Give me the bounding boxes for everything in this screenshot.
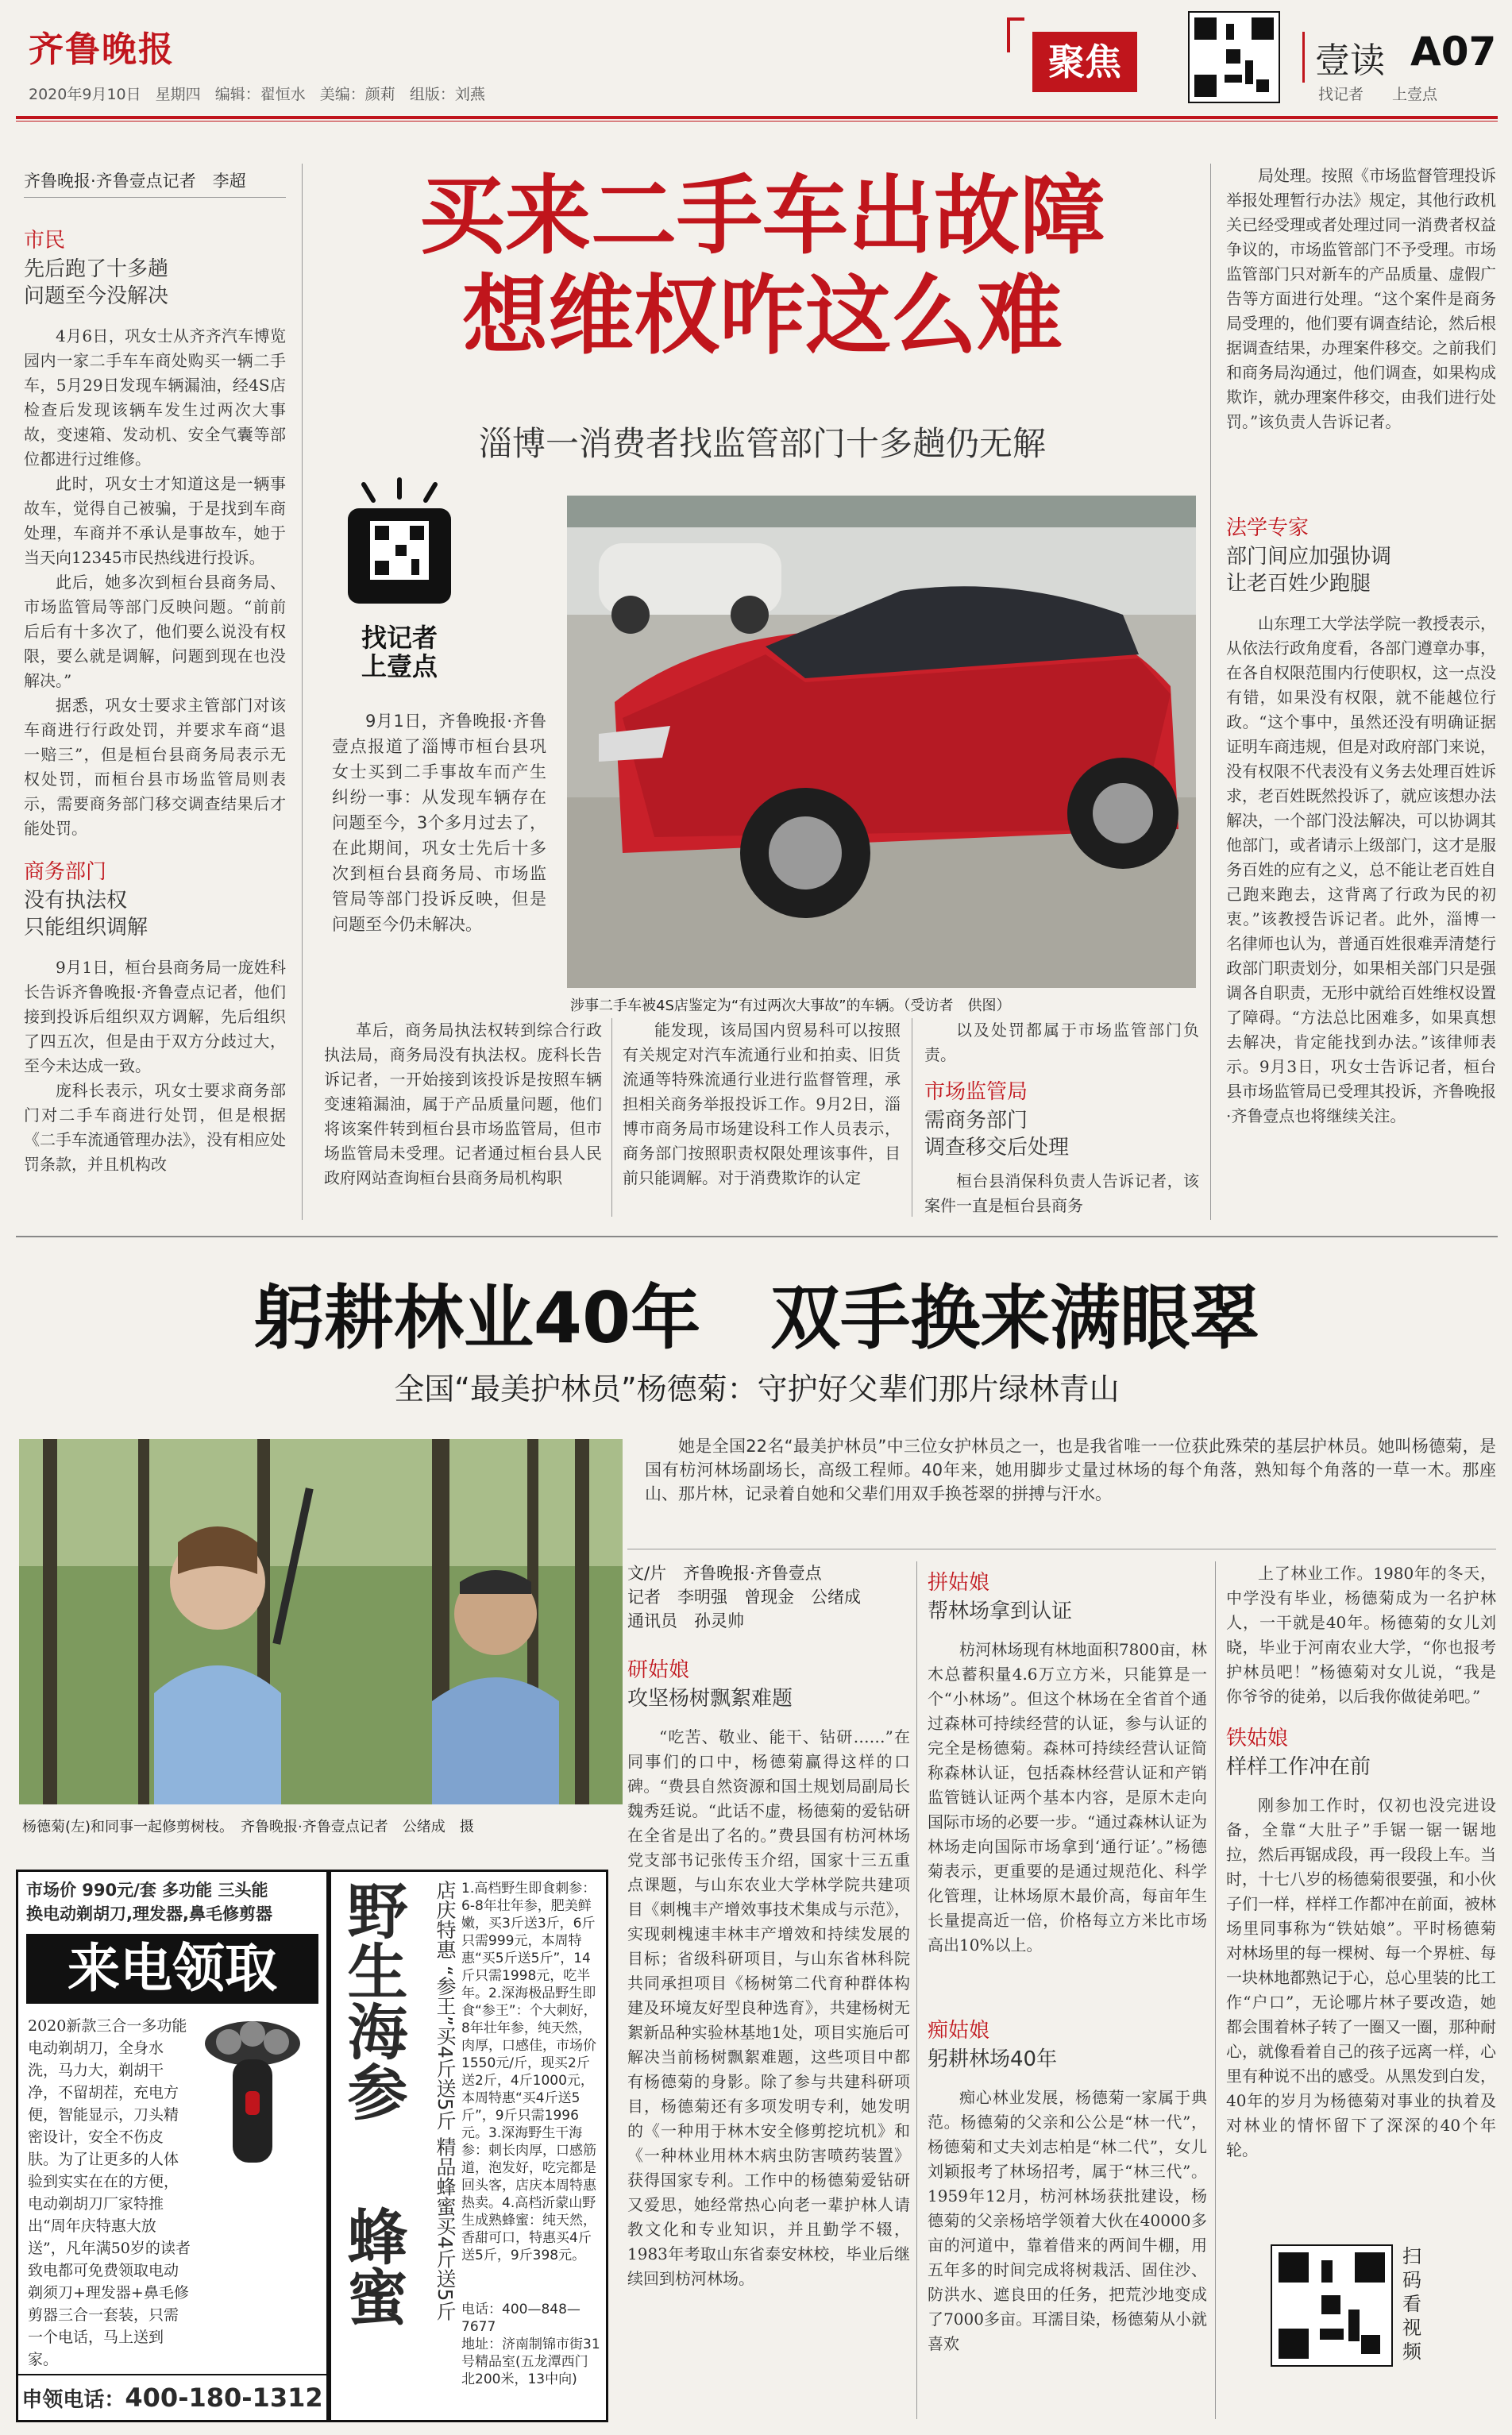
section-name: 壹读 [1315,41,1385,81]
story2-credits: 文/片 齐鲁晚报·齐鲁壹点 记者 李明强 曾现金 公绪成 通讯员 孙灵帅 [627,1564,861,1630]
story1-col1 [24,227,286,1178]
video-qr-caption: 扫码看视频 [1402,2245,1421,2363]
section-headline: 只能组织调解 [24,916,148,940]
column-divider [302,164,303,1220]
ad2-contact [461,2301,601,2388]
section-kicker: 铁姑娘 [1226,1727,1289,1750]
paragraph: 庞科长表示，巩女士要求商务部门对二手车商进行处罚，但是根据《二手车流通管理办法》，没有相应处罚条款，并且机构改 [24,1081,286,1174]
header-qr-caption: 找记者 上壹点 [1318,86,1438,103]
focus-corner-mark [1007,17,1024,52]
section-focus-label: 聚焦 [1032,32,1137,92]
section-kicker: 痴姑娘 [928,2019,990,2043]
section-kicker: 市民 [24,229,66,253]
byline-rule [24,197,286,198]
ad2-phone[interactable]: 电话：400—848—7677 [461,2302,580,2335]
story1-col4a [924,1018,1199,1067]
header-qr-code-icon[interactable] [1188,11,1280,103]
column-divider [1215,1561,1216,2419]
paragraph: 痴心林业发展，杨德菊一家属于典范。杨德菊的父亲和公公是“林一代”，杨德菊和丈夫刘志柏是“林二代”，女儿刘颖报考了林场招考，属于“林三代”。1959年12月，枋河林场获批建设，杨德菊的父亲杨培学领着大伙在40000多亩的河道中，靠着借来的两间牛棚，用五年多的时间完成将树栽活、固住沙、防洪水、遮良田的任务，把荒沙地变成了7000多亩。耳濡目染，杨德菊从小就喜欢 [928,2088,1207,2353]
story2-col3 [1226,1561,1496,2190]
issue-date: 2020年9月10日 [29,86,141,103]
story-divider [16,1236,1498,1237]
ad-line: 换电动剃胡刀,理发器,鼻毛修剪器 [26,1904,272,1924]
story2-photo [19,1439,623,1804]
ad-shaver[interactable] [16,1870,329,2422]
story1-subheadline: 淄博一消费者找监管部门十多趟仍无解 [478,424,1046,463]
ad-sea-cucumber[interactable] [329,1870,608,2422]
section-headline: 部门间应加强协调 [1226,545,1392,569]
art-editor-credit: 美编：颜莉 [319,86,395,103]
paragraph: 以及处罚都属于市场监管部门负责。 [924,1021,1199,1064]
story1-col3 [623,1018,901,1217]
story2-lead [645,1434,1496,1506]
lead-paragraph: 9月1日，齐鲁晚报·齐鲁壹点报道了淄博市桓台县巩女士买到二手事故车而产生纠纷一事：从发现车辆存在问题至今，3个多月过去了，在此期间，巩女士先后十多次到桓台县商务局、市场监管局等部门投诉反映，但是问题至今仍未解决。 [332,712,546,934]
badge-line: 找记者 [361,623,438,653]
issue-meta [29,83,485,104]
ad2-promo-line: 精品蜂蜜买4斤送5斤 [434,2136,457,2321]
paragraph: 上了林业工作。1980年的冬天，中学没有毕业，杨德菊成为一名护林人，一干就是40年。杨德菊的女儿刘晓，毕业于河南农业大学，“你也报考护林员吧！”杨德菊对女儿说，“我是你爷爷的徒弟，以后我你做徒弟吧。” [1226,1564,1496,1706]
story2-body-col3a [1226,1561,1496,1712]
paragraph: 局处理。按照《市场监督管理投诉举报处理暂行办法》规定，其他行政机关已经受理或者处理过同一消费者权益争议的，市场监管部门不予受理。市场监管部门只对新车的产品质量、虚假广告等方面进行处理。“这个案件是商务局受理的，他们要有调查结论，然后根据调查结果，办理案件移交。之前我们和商务局沟通过，他们调查，如果构成欺诈，就办理案件移交，由我们进行处罚。”该负责人告诉记者。 [1226,166,1496,431]
header-rule-thin [16,121,1498,122]
ad2-items: 1.高档野生即食刺参：6-8年壮年参，肥美鲜嫩，买3斤送3斤，6斤只需999元，本周特惠“买5斤送5斤”，14斤只需1998元，吃半年。2.深海极品野生即食“参王”：个大刺好，8年壮年参，纯天然，肉厚，口感佳，市场价1550元/斤，现买2斤送2斤，4斤1000元，本周特惠“买4斤送5斤”，9斤只需1996元。3.深海野生干海参：刺长肉厚，口感筋道，泡发好，吃完都是回头客，店庆本周特惠热卖。4.高档沂蒙山野生成熟蜂蜜：纯天然，香甜可口，特惠买4斤送5斤，9斤398元。 [461,1881,597,2263]
ad-phone-label: 申领电话： [21,2388,125,2412]
find-reporter-text [348,623,451,681]
story1-body-col1 [24,324,286,841]
section-head-commerce [24,859,286,941]
column-divider [611,1018,612,1217]
forest-photo [19,1439,623,1804]
header-rule [16,116,1498,119]
story1-photo-caption: 涉事二手车被4S店鉴定为“有过两次大事故”的车辆。（受访者 供图） [570,998,1011,1014]
section-headline: 调查移交后处理 [924,1136,1070,1160]
section-kicker: 研姑娘 [627,1658,690,1682]
section-head-research [627,1657,910,1712]
ad2-title-main: 野生海参 [338,1880,408,2121]
story2-subheadline: 全国“最美护林员”杨德菊：守护好父辈们那片绿林青山 [394,1372,1120,1407]
issue-weekday: 星期四 [155,86,201,103]
layout-editor-credit: 组版：刘燕 [409,86,485,103]
story2-body-col2b [928,2086,1207,2435]
section-kicker: 市场监管局 [924,1080,1028,1104]
paragraph: 山东理工大学法学院一教授表示，从依法行政角度看，各部门遵章办事，在各自权限范围内行使职权，这一点没有错，如果没有权限，就不能越位行政。“这个事中，虽然还没有明确证据证明车商违规，但是对政府部门来说，没有权限不代表没有义务去处理百姓诉求，老百姓既然投诉了，就应该想办法解决，一个部门没法解决，可以协调其他部门，或者请示上级部门，这才是服务百姓的应有之义，总不能让老百姓自己跑来跑去，这背离了行政为民的初衷。”该教授告诉记者。此外，淄博一名律师也认为，普通百姓很难弄清楚行政部门职责划分，如果相关部门只是强调各自职责，无形中就给百姓维权设置了障碍。“方法总比困难多，如果真想去解决，肯定能找到办法。”该律师表示。9月3日，巩女士告诉记者，桓台县市场监管局已受理其投诉，齐鲁晚报·齐鲁壹点也将继续关注。 [1226,614,1496,1125]
story1-col4 [924,1018,1199,1218]
badge-line: 上壹点 [361,651,438,681]
ad-phone-number[interactable]: 400-180-1312 [125,2383,323,2413]
story2-body-col2a [928,1638,1207,2003]
column-divider [916,1561,917,2419]
story1-body-col1b [24,955,286,1178]
red-car-photo [567,496,1196,988]
story1-photo [567,496,1196,988]
story1-col2 [324,1018,602,1217]
paragraph: 4月6日，巩女士从齐齐汽车博览园内一家二手车车商处购买一辆二手车，5月29日发现车辆漏油，经4S店检查后发现该辆车发生过两次大事故，变速箱、发动机、安全气囊等部位都进行过维修。 [24,326,286,469]
section-head-citizen [24,227,286,310]
ad2-promo-line: 店庆特惠 [434,1880,457,1959]
section-kicker: 法学专家 [1226,516,1310,540]
ad2-promo-line: “参王”买4斤送5斤 [434,1965,457,2131]
paragraph: 刚参加工作时，仅初也没完进设备，全靠“大肚子”手锯一锯一锯地拉，然后再锯成段，再一段段上车。当时，十七八岁的杨德菊很要强，和小伙子们一样，样样工作都冲在前面，被林场里同事称为“铁姑娘”。平时杨德菊对林场里的每一棵树、每一个界桩、每一块林地都熟记于心，总心里装的比工作“户口”，无论哪片林子要改造，她都会围着林子转了一圈又一圈，那种耐心，就像看着自己的孩子远离一样，心里有种说不出的感受。从黑发到白发，40年的岁月为杨德菊对事业的执着及对林业的情怀留下了深深的40个年轮。 [1226,1796,1496,2159]
ad2-address: 地址：济南制锦市街31号精品室(五龙潭西门北200米，13中向) [461,2337,600,2387]
story2-body-col3b [1226,1793,1496,2190]
ad2-title-honey: 蜂蜜 [338,2205,408,2326]
newspaper-logo: 齐鲁晚报 [29,29,175,70]
header-divider [1302,32,1305,83]
section-headline: 先后跑了十多趟 [24,257,169,281]
video-qr-code-icon[interactable] [1271,2244,1393,2367]
section-headline: 样样工作冲在前 [1226,1755,1371,1779]
story2-col1 [627,1561,910,2376]
story1-headline [334,167,1191,367]
editor-credit: 编辑：翟恒水 [214,86,306,103]
section-headline: 让老百姓少跑腿 [1226,572,1371,596]
story1-col4b [924,1169,1199,1218]
page-number: A07 [1410,29,1497,75]
paragraph: 此时，巩女士才知道这是一辆事故车，觉得自己被骗，于是找到车商处理，车商并不承认是事故车，她于当天向12345市民热线进行投诉。 [24,474,286,567]
section-kicker: 商务部门 [24,860,107,884]
ad-shaver-phone[interactable] [18,2374,326,2420]
section-head-devoted [928,2017,1207,2073]
paragraph: “吃苦、敬业、能干、钻研……”在同事们的口中，杨德菊赢得这样的口碑。“费县自然资源和国土规划局副局长魏秀廷说。“此话不虚，杨德菊的爱钻研在全省是出了名的。”费县国有枋河林场党支部书记张传玉介绍，国家十三五重点课题，与山东农业大学林学院共建项目《刺槐丰产增效事技术集成与示范》，实现刺槐速丰林丰产增效和持续发展的目标；省级科研项目，与山东省林科院共同承担项目《杨树第二代育种群体构建及环境友好型良种选育》，共建杨树无絮新品种实验林基地1处，项目实施后可解决当前杨树飘絮难题，这些项目中都有杨德菊的身影。除了参与共建科研项目，杨德菊还有多项发明专利，她发明的《一种用于林木安全修剪挖坑机》和《一种林业用林木病虫防害喷药装置》获得国家专利。工作中的杨德菊爱钻研又爱思，她经常热心向老一辈护林人请教文化和专业知识，并且勤学不辍，1983年考取山东省泰安林校，毕业后继续回到枋河林场。 [627,1727,910,2288]
paragraph: 枋河林场现有林地面积7800亩，林木总蓄积量4.6万立方米，只能算是一个“小林场”。但这个林场在全省首个通过森林可持续经营的认证，参与认证的完全是杨德菊。森林可持续经营认证简称森林认证，包括森林经营认证和产销监管链认证两个基本内容，是原木走向国际市场的必要一步。“通过森林认证为林场走向国际市场拿到‘通行证’。”杨德菊表示，更重要的是通过规范化、科学化管理，让林场原木最价高，每亩年生长量提高近一倍，价格每立方米比市场高出10%以上。 [928,1640,1207,1955]
section-headline: 帮林场拿到认证 [928,1600,1073,1623]
story1-byline: 齐鲁晚报·齐鲁壹点记者 李超 [24,172,246,191]
paragraph: 9月1日，桓台县商务局一庞姓科长告诉齐鲁晚报·齐鲁壹点记者，他们接到投诉后组织双方调解，先后组织了四五次，但是由于双方分歧过大，至今未达成一致。 [24,958,286,1075]
lead-paragraph: 她是全国22名“最美护林员”中三位女护林员之一，也是我省唯一一位获此殊荣的基层护林员。她叫杨德菊，是国有枋河林场副场长，高级工程师。40年来，她用脚步丈量过林场的每个角落，熟知每个角落的一草一木。那座山、那片林，记录着自她和父辈们用双手换苍翠的拼搏与汗水。 [645,1437,1496,1503]
section-headline: 攻坚杨树飘絮难题 [627,1687,793,1711]
story1-col5b [1226,612,1496,1207]
ad-shaver-headline: 来电领取 [26,1934,318,2004]
section-head-strive [928,1569,1207,1625]
section-headline: 问题至今没解决 [24,284,169,308]
column-divider [1210,164,1211,1220]
story1-col5 [1226,164,1496,1207]
ad-shaver-topline [26,1878,318,1926]
story2-body-col1 [627,1725,910,2376]
section-headline: 需商务部门 [924,1109,1028,1133]
story2-headline: 躬耕林业40年 双手换来满眼翠 [253,1277,1260,1359]
ad2-promo [407,1880,457,2412]
paragraph: 能发现，该局国内贸易科可以按照有关规定对汽车流通行业和拍卖、旧货流通等特殊流通行业进行监督管理，承担相关商务举报投诉工作。9月2日，淄博市商务局市场建设科工作人员表示，商务部门按照职责权限处理该事件，目前只能调解。对于消费欺诈的认定 [623,1021,901,1187]
section-headline: 没有执法权 [24,889,128,913]
story2-col2 [928,1569,1207,2435]
paragraph: 革后，商务局执法权转到综合行政执法局，商务局没有执法权。庞科长告诉记者，一开始接到该投诉是按照车辆变速箱漏油，属于产品质量问题，他们将该案件转到桓台县市场监管局，但市场监管局未受理。记者通过桓台县人民政府网站查询桓台县商务局机构职 [324,1021,602,1187]
section-kicker: 拼姑娘 [928,1571,990,1595]
paragraph: 此后，她多次到桓台县商务局、市场监管局等部门反映问题。“前前后后有十多次了，他们要么说没有权限，要么就是调解，问题到现在也没解决。” [24,573,286,690]
headline-line: 想维权咋这么难 [461,267,1063,366]
story1-col5a [1226,164,1496,497]
section-head-market [924,1079,1199,1161]
ad-line: 市场价 990元/套 多功能 三头能 [26,1881,268,1900]
shaver-product-icon [193,2012,312,2171]
headline-line: 买来二手车出故障 [418,167,1105,266]
story2-photo-caption: 杨德菊(左)和同事一起修剪树枝。 齐鲁晚报·齐鲁壹点记者 公绪成 摄 [22,1819,474,1835]
paragraph: 据悉，巩女士要求主管部门对该车商进行行政处罚，并要求车商“退一赔三”，但是桓台县商务局表示无权处罚，而桓台县市场监管局则表示，需要商务部门移交调查结果后才能处罚。 [24,696,286,838]
ad-shaver-desc: 2020新款三合一多功能电动剃胡刀，全身水洗，马力大，剃胡干净，不留胡茬，充电方便，智能显示，刀头精密设计，安全不伤皮肤。为了让更多的人体验到实实在在的方便，电动剃胡刀厂家特推出“周年庆特惠大放送”，凡年满50岁的读者致电都可免费领取电动剃须刀+理发器+鼻毛修剪器三合一套装，只需一个电话，马上送到家。 [28,2017,191,2368]
paragraph: 桓台县消保科负责人告诉记者，该案件一直是桓台县商务 [924,1171,1199,1215]
section-headline: 躬耕林场40年 [928,2047,1058,2071]
section-head-law [1226,515,1496,597]
story1-lead [332,708,546,937]
section-head-iron [1226,1725,1496,1781]
